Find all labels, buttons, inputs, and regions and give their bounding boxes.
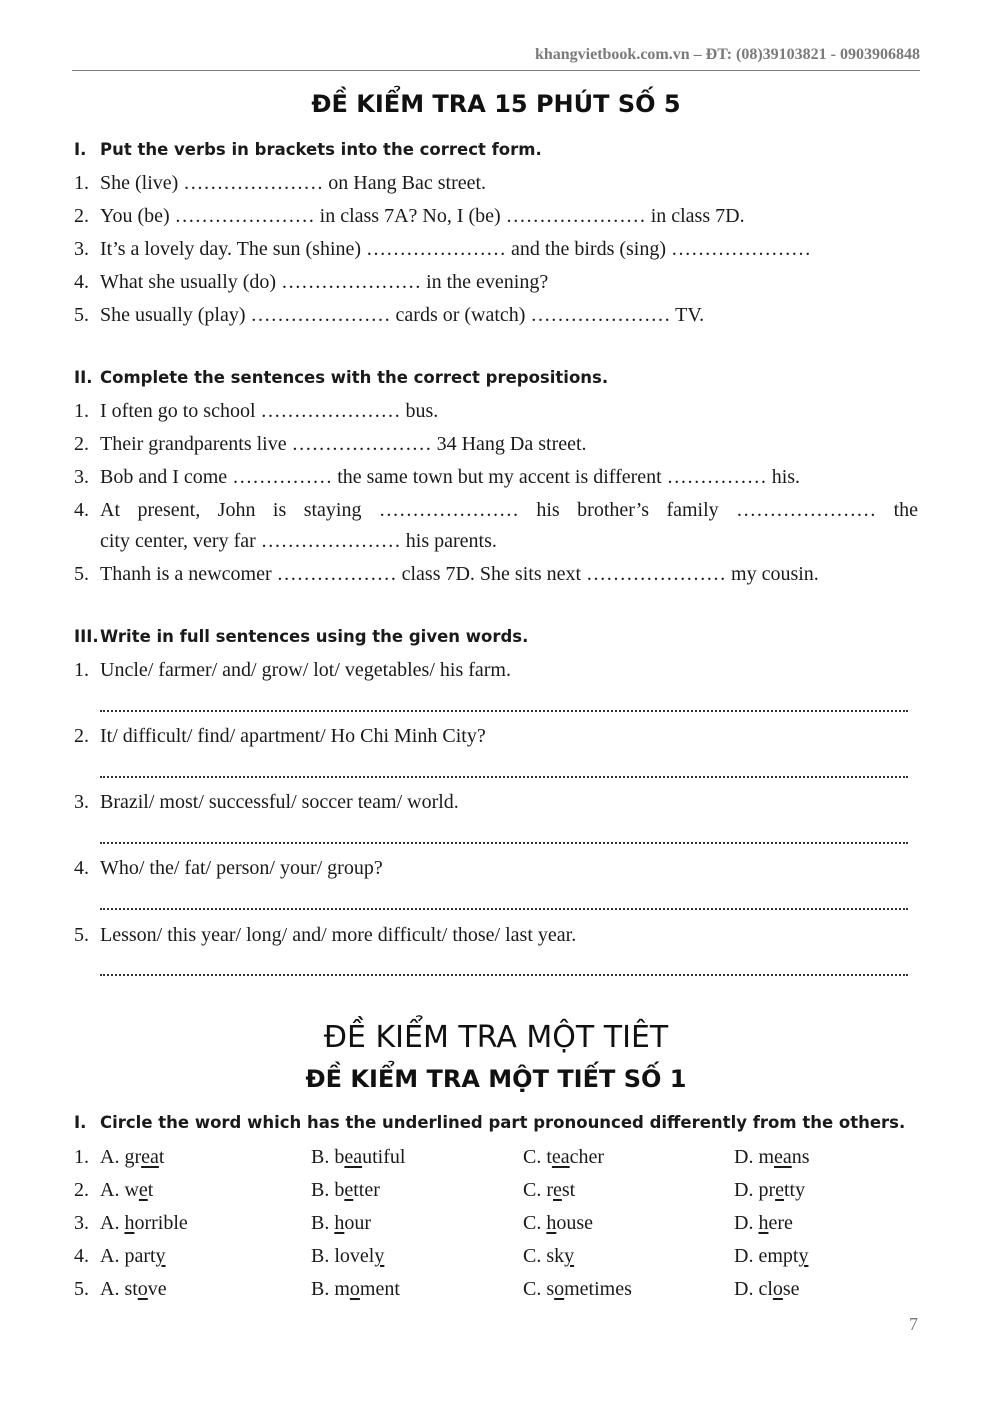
answer-option[interactable] xyxy=(311,1277,400,1301)
item-number: 4. xyxy=(74,857,89,879)
test-title: ĐỀ KIỂM TRA MỘT TIẾT SỐ 1 xyxy=(305,1065,687,1093)
answer-option[interactable] xyxy=(734,1277,800,1301)
exercise-item xyxy=(74,465,918,489)
exercise-item xyxy=(74,303,918,327)
item-text: Brazil/ most/ successful/ soccer team/ world. xyxy=(100,791,459,813)
item-number: 4. xyxy=(74,271,89,293)
section-number: II. xyxy=(74,368,93,387)
item-text: At present, John is staying ………………… his brother’s family ………………… the xyxy=(100,499,918,521)
item-text: It’s a lovely day. The sun (shine) ………………… and the birds (sing) ………………… xyxy=(100,238,812,260)
item-text: It/ difficult/ find/ apartment/ Ho Chi Minh City? xyxy=(100,725,486,747)
underlined-part: ea xyxy=(344,1146,363,1168)
underlined-part: o xyxy=(349,1278,360,1300)
answer-option[interactable] xyxy=(100,1277,167,1301)
answer-option[interactable] xyxy=(100,1178,153,1202)
underlined-part: y xyxy=(374,1245,385,1267)
option-text: metimes xyxy=(564,1278,632,1300)
section-number: I. xyxy=(74,1113,87,1132)
exercise-item xyxy=(74,204,918,228)
underlined-part: e xyxy=(775,1179,784,1201)
answer-option[interactable] xyxy=(100,1211,188,1235)
section-heading-text: Complete the sentences with the correct prepositions. xyxy=(100,368,609,387)
exercise-item xyxy=(74,562,918,586)
option-text: D. cl xyxy=(734,1278,773,1300)
underlined-part: y xyxy=(564,1245,575,1267)
option-text: A. w xyxy=(100,1179,139,1201)
item-number: 2. xyxy=(74,1179,89,1201)
underlined-part: e xyxy=(553,1179,562,1201)
item-number: 5. xyxy=(74,304,89,326)
option-text: C. sk xyxy=(523,1245,565,1267)
item-number: 1. xyxy=(74,1146,89,1168)
item-number: 5. xyxy=(74,563,89,585)
underlined-part: o xyxy=(554,1278,565,1300)
item-number: 5. xyxy=(74,924,89,946)
option-text: A. xyxy=(100,1212,125,1234)
section-number: I. xyxy=(74,140,87,159)
exercise-item xyxy=(74,790,918,814)
answer-line[interactable] xyxy=(100,708,908,712)
exercise-item xyxy=(74,237,918,261)
option-text: A. gr xyxy=(100,1146,142,1168)
item-number: 3. xyxy=(74,791,89,813)
item-number: 1. xyxy=(74,659,89,681)
option-text: tter xyxy=(353,1179,380,1201)
item-number: 2. xyxy=(74,205,89,227)
option-text: D. xyxy=(734,1212,759,1234)
option-text: utiful xyxy=(362,1146,406,1168)
answer-option[interactable] xyxy=(734,1178,805,1202)
underlined-part: h xyxy=(546,1212,557,1234)
section-heading xyxy=(74,627,920,646)
answer-option[interactable] xyxy=(734,1211,793,1235)
item-number: 4. xyxy=(74,499,89,521)
option-text: C. t xyxy=(523,1146,552,1168)
item-number: 2. xyxy=(74,725,89,747)
option-text: C. r xyxy=(523,1179,553,1201)
answer-option[interactable] xyxy=(100,1145,164,1169)
option-text: ve xyxy=(147,1278,167,1300)
section-heading xyxy=(74,140,920,159)
answer-option[interactable] xyxy=(523,1211,593,1235)
option-text: D. empt xyxy=(734,1245,799,1267)
underlined-part: e xyxy=(138,1179,148,1201)
item-text: Bob and I come …………… the same town but my accent is different …………… his. xyxy=(100,466,801,488)
exercise-item xyxy=(74,432,918,456)
underlined-part: h xyxy=(124,1212,135,1234)
item-text-continued: city center, very far ………………… his parents. xyxy=(100,530,497,552)
item-number: 3. xyxy=(74,466,89,488)
answer-option[interactable] xyxy=(523,1244,574,1268)
option-text: A. part xyxy=(100,1245,156,1267)
underlined-part: ea xyxy=(141,1146,159,1168)
option-text: ere xyxy=(768,1212,793,1234)
answer-option[interactable] xyxy=(734,1244,808,1268)
item-text: What she usually (do) ………………… in the evening? xyxy=(100,271,549,293)
section-number: III. xyxy=(74,627,99,646)
underlined-part: y xyxy=(155,1245,166,1267)
answer-option[interactable] xyxy=(523,1145,604,1169)
option-text: B. b xyxy=(311,1146,345,1168)
item-text: You (be) ………………… in class 7A? No, I (be) ………………… in class 7D. xyxy=(100,205,745,227)
answer-option[interactable] xyxy=(100,1244,166,1268)
item-text: She (live) ………………… on Hang Bac street. xyxy=(100,172,487,194)
option-text: B. m xyxy=(311,1278,350,1300)
option-text: B. xyxy=(311,1212,335,1234)
option-text: t xyxy=(147,1179,154,1201)
item-text: Lesson/ this year/ long/ and/ more difficult/ those/ last year. xyxy=(100,924,577,946)
underlined-part: o xyxy=(137,1278,148,1300)
page-number: 7 xyxy=(909,1314,918,1334)
option-text: B. b xyxy=(311,1179,345,1201)
underlined-part: h xyxy=(334,1212,345,1234)
underlined-part: ea xyxy=(774,1146,792,1168)
option-text: D. pr xyxy=(734,1179,776,1201)
answer-line[interactable] xyxy=(100,774,908,778)
option-text: ment xyxy=(359,1278,400,1300)
option-text: C. s xyxy=(523,1278,555,1300)
answer-option[interactable] xyxy=(311,1178,380,1202)
item-text: I often go to school ………………… bus. xyxy=(100,400,439,422)
item-number: 3. xyxy=(74,1212,89,1234)
underlined-part: e xyxy=(344,1179,354,1201)
exercise-item xyxy=(74,399,918,423)
item-number: 1. xyxy=(74,172,89,194)
option-text: ouse xyxy=(556,1212,594,1234)
option-text: st xyxy=(561,1179,576,1201)
underlined-part: h xyxy=(758,1212,769,1234)
exercise-item xyxy=(74,658,918,682)
item-number: 4. xyxy=(74,1245,89,1267)
item-number: 3. xyxy=(74,238,89,260)
option-text: tty xyxy=(784,1179,806,1201)
answer-line[interactable] xyxy=(100,972,908,976)
answer-line[interactable] xyxy=(100,840,908,844)
section-heading xyxy=(74,368,920,387)
section-heading-text: Circle the word which has the underlined part pronounced differently from the others. xyxy=(100,1113,906,1132)
option-text: C. xyxy=(523,1212,547,1234)
answer-option[interactable] xyxy=(311,1145,405,1169)
section-heading xyxy=(74,1113,920,1132)
option-text: ns xyxy=(791,1146,810,1168)
exercise-item xyxy=(74,923,918,947)
exercise-item xyxy=(74,724,918,748)
item-text: Who/ the/ fat/ person/ your/ group? xyxy=(100,857,383,879)
option-text: cher xyxy=(569,1146,605,1168)
answer-line[interactable] xyxy=(100,906,908,910)
chapter-title: ĐỀ KIỂM TRA MỘT TIÊT xyxy=(323,1020,669,1055)
answer-option[interactable] xyxy=(311,1244,384,1268)
option-text: t xyxy=(158,1146,165,1168)
item-number: 5. xyxy=(74,1278,89,1300)
item-text: Their grandparents live ………………… 34 Hang Da street. xyxy=(100,433,587,455)
page-header: khangvietbook.com.vn – ĐT: (08)39103821 - 0903906848 xyxy=(72,46,920,71)
option-text: B. lovel xyxy=(311,1245,375,1267)
exercise-item xyxy=(74,270,918,294)
exercise-item xyxy=(74,498,918,522)
option-text: se xyxy=(782,1278,800,1300)
option-text: D. m xyxy=(734,1146,774,1168)
item-text: Thanh is a newcomer ……………… class 7D. She sits next ………………… my cousin. xyxy=(100,563,819,585)
exercise-item xyxy=(74,856,918,880)
section-heading-text: Put the verbs in brackets into the correct form. xyxy=(100,140,542,159)
answer-option[interactable] xyxy=(523,1178,575,1202)
option-text: our xyxy=(344,1212,372,1234)
answer-option[interactable] xyxy=(523,1277,632,1301)
answer-option[interactable] xyxy=(311,1211,371,1235)
option-text: A. st xyxy=(100,1278,138,1300)
item-text: She usually (play) ………………… cards or (watch) ………………… TV. xyxy=(100,304,705,326)
section-heading-text: Write in full sentences using the given words. xyxy=(100,627,529,646)
answer-option[interactable] xyxy=(734,1145,810,1169)
item-number: 1. xyxy=(74,400,89,422)
item-text: Uncle/ farmer/ and/ grow/ lot/ vegetables/ his farm. xyxy=(100,659,511,681)
item-number: 2. xyxy=(74,433,89,455)
underlined-part: o xyxy=(772,1278,783,1300)
test-title: ĐỀ KIỂM TRA 15 PHÚT SỐ 5 xyxy=(311,90,681,118)
underlined-part: y xyxy=(798,1245,809,1267)
exercise-item xyxy=(74,171,918,195)
underlined-part: ea xyxy=(551,1146,570,1168)
option-text: orrible xyxy=(134,1212,188,1234)
